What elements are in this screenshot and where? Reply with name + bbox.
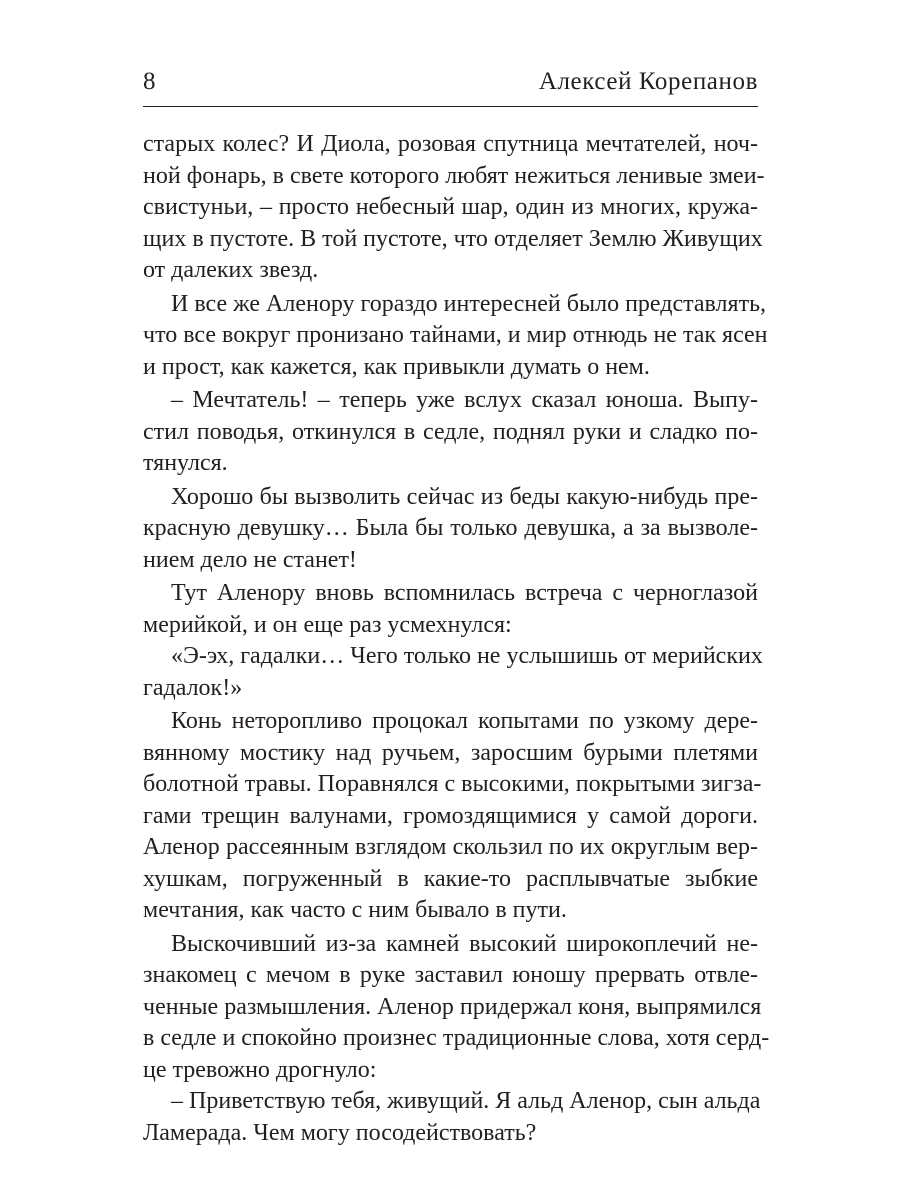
page-number: 8 <box>143 68 156 95</box>
text-line: Выскочивший из-за камней высокий широкоплечий не- <box>171 930 758 957</box>
paragraph <box>143 578 758 641</box>
text-line: гадалок!» <box>143 674 243 701</box>
paragraph <box>143 1086 761 1149</box>
text-line: вянному мостику над ручьем, заросшим бурыми плетями <box>143 739 758 766</box>
header-rule <box>143 106 758 107</box>
text-line: щих в пустоте. В той пустоте, что отделяет Землю Живущих <box>143 225 763 252</box>
text-line: «Э-эх, гадалки… Чего только не услышишь от мерийских <box>171 643 763 669</box>
paragraph <box>143 482 758 577</box>
text-line: красную девушку… Была бы только девушка, а за вызволе- <box>143 515 758 541</box>
text-line: стил поводья, откинулся в седле, поднял руки и сладко по- <box>143 418 758 445</box>
text-line: от далеких звезд. <box>143 257 319 283</box>
text-line: тянулся. <box>143 450 228 476</box>
text-line: це тревожно дрогнуло: <box>143 1056 377 1083</box>
text-line: мерийкой, и он еще раз усмехнулся: <box>143 611 512 638</box>
text-line: Ламерада. Чем могу посодействовать? <box>143 1119 537 1146</box>
text-line: Тут Аленору вновь вспомнилась встреча с черноглазой <box>171 580 758 606</box>
text-line: мечтания, как часто с ним бывало в пути. <box>143 897 567 923</box>
paragraph <box>143 641 763 704</box>
text-line: Конь неторопливо процокал копытами по узкому дере- <box>171 708 758 734</box>
running-title: Алексей Корепанов <box>538 68 758 95</box>
text-line: болотной травы. Поравнялся с высокими, покрытыми зигза- <box>143 771 762 797</box>
text-line: ченные размышления. Аленор придержал коня, выпрямился <box>143 993 762 1020</box>
text-line: что все вокруг пронизано тайнами, и мир отнюдь не так ясен <box>143 322 768 348</box>
body-text <box>143 129 770 1149</box>
text-line: нием дело не станет! <box>143 546 357 573</box>
text-line: И все же Аленору гораздо интересней было представлять, <box>171 290 767 317</box>
text-line: хушкам, погруженный в какие-то расплывчатые зыбкие <box>143 865 758 892</box>
page-header <box>143 66 758 100</box>
text-line: в седле и спокойно произнес традиционные слова, хотя серд- <box>143 1025 770 1051</box>
text-line: Аленор рассеянным взглядом скользил по их округлым вер- <box>143 834 758 860</box>
paragraph <box>143 929 770 1087</box>
text-line: – Приветствую тебя, живущий. Я альд Аленор, сын альда <box>171 1088 761 1114</box>
text-line: – Мечтатель! – теперь уже вслух сказал юноша. Выпу- <box>171 387 758 413</box>
text-line: и прост, как кажется, как привыкли думать о нем. <box>143 353 650 380</box>
paragraph <box>143 706 762 927</box>
paragraph <box>143 385 758 480</box>
text-line: гами трещин валунами, громоздящимися у самой дороги. <box>143 802 758 829</box>
text-line: Хорошо бы вызволить сейчас из беды какую-нибудь пре- <box>171 483 758 510</box>
paragraph <box>143 289 768 384</box>
text-line: ной фонарь, в свете которого любят нежиться ленивые змеи- <box>143 162 765 189</box>
text-line: знакомец с мечом в руке заставил юношу прервать отвле- <box>143 962 758 988</box>
text-line: свистуньи, – просто небесный шар, один из многих, кружа- <box>143 194 758 220</box>
paragraph <box>143 129 765 287</box>
text-line: старых колес? И Диола, розовая спутница мечтателей, ноч- <box>143 131 758 157</box>
